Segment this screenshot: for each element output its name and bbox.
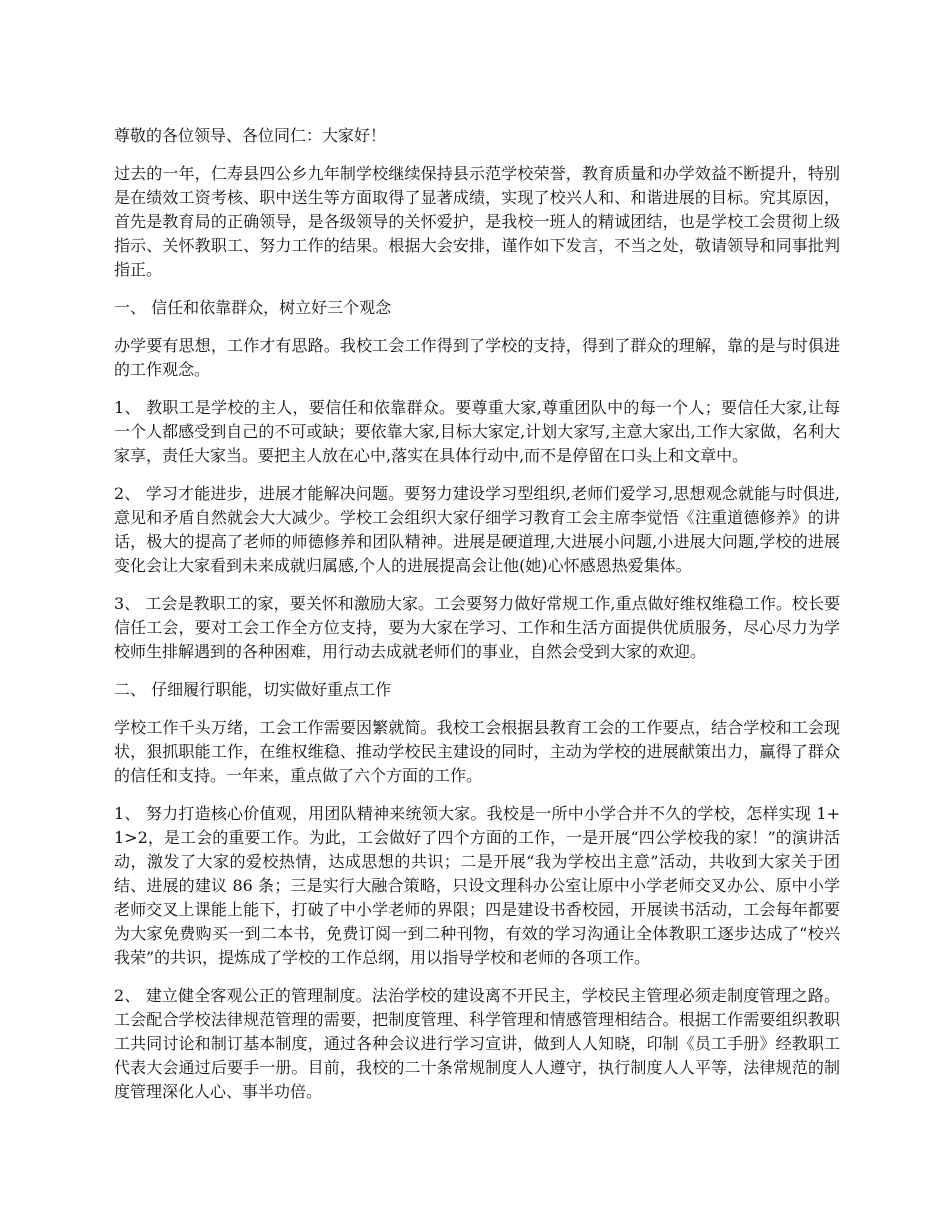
section-2-item-2: 2、 建立健全客观公正的管理制度。法治学校的建设离不开民主，学校民主管理必须走制度管理之路。工会配合学校法律规范管理的需要，把制度管理、科学管理和情感管理相结合。根据工作需要组织教职工共同讨论和制订基本制度，通过各种会议进行学习宣讲，做到人人知晓，印制《员工手册》经教职工代表大会通过后要手一册。目前，我校的二十条常规制度人人遵守，执行制度人人平等，法律规范的制度管理深化人心、事半功倍。 [114, 986, 840, 1101]
section-1-item-2: 2、 学习才能进步，进展才能解决问题。要努力建设学习型组织,老师们爱学习,思想观念就能与时俱进,意见和矛盾自然就会大大减少。学校工会组织大家仔细学习教育工会主席李觉悟《注重道德修养》的讲话，极大的提高了老师的师德修养和团队精神。进展是硬道理,大进展小问题,小进展大问题,学校的进展变化会让大家看到未来成就归属感,个人的进展提高会让他(她)心怀感恩热爱集体。 [114, 484, 840, 575]
section-1-item-3: 3、 工会是教职工的家，要关怀和激励大家。工会要努力做好常规工作,重点做好维权维稳工作。校长要信任工会，要对工会工作全方位支持，要为大家在学习、工作和生活方面提供优质服务，尽心尽力为学校师生排解遇到的各种困难，用行动去成就老师们的事业，自然会受到大家的欢迎。 [114, 594, 840, 661]
section-1-intro: 办学要有思想，工作才有思路。我校工会工作得到了学校的支持，得到了群众的理解，靠的是与时俱进的工作观念。 [114, 336, 840, 379]
section-1-item-1: 1、 教职工是学校的主人，要信任和依靠群众。要尊重大家,尊重团队中的每一个人；要信任大家,让每一个人都感受到自己的不可或缺；要依靠大家,目标大家定,计划大家写,主意大家出,工作大家做，名利大家享，责任大家当。要把主人放在心中,落实在具体行动中,而不是停留在口头上和文章中。 [114, 398, 840, 465]
section-2-heading: 二、 仔细履行职能，切实做好重点工作 [114, 680, 392, 699]
section-1-heading: 一、 信任和依靠群众，树立好三个观念 [114, 298, 392, 317]
document-page [114, 124, 840, 1118]
section-2-intro: 学校工作千头万绪，工会工作需要因繁就简。我校工会根据县教育工会的工作要点，结合学校和工会现状，狠抓职能工作，在维权维稳、推动学校民主建设的同时，主动为学校的进展献策出力，赢得了群众的信任和支持。一年来，重点做了六个方面的工作。 [114, 718, 840, 785]
section-2-item-1: 1、 努力打造核心价值观，用团队精神来统领大家。我校是一所中小学合并不久的学校，怎样实现 1+1>2，是工会的重要工作。为此，工会做好了四个方面的工作，一是开展“四公学校我的家！”的演讲活动，激发了大家的爱校热情，达成思想的共识；二是开展“我为学校出主意”活动，共收到大家关于团结、进展的建议 86 条；三是实行大融合策略，只设文理科办公室让原中小学老师交叉办公、原中小学老师交叉上课能上能下，打破了中小学老师的界限；四是建设书香校园，开展读书活动，工会每年都要为大家免费购买一到二本书，免费订阅一到二种刊物，有效的学习沟通让全体教职工逐步达成了“校兴我荣”的共识，提炼成了学校的工作总纲，用以指导学校和老师的各项工作。 [114, 804, 840, 967]
greeting: 尊敬的各位领导、各位同仁：大家好！ [114, 126, 387, 145]
intro-paragraph: 过去的一年，仁寿县四公乡九年制学校继续保持县示范学校荣誉，教育质量和办学效益不断提升，特别是在绩效工资考核、职中送生等方面取得了显著成绩，实现了校兴人和、和谐进展的目标。究其原因，首先是教育局的正确领导，是各级领导的关怀爱护，是我校一班人的精诚团结，也是学校工会贯彻上级指示、关怀教职工、努力工作的结果。根据大会安排，谨作如下发言，不当之处，敬请领导和同事批判指正。 [114, 164, 840, 279]
